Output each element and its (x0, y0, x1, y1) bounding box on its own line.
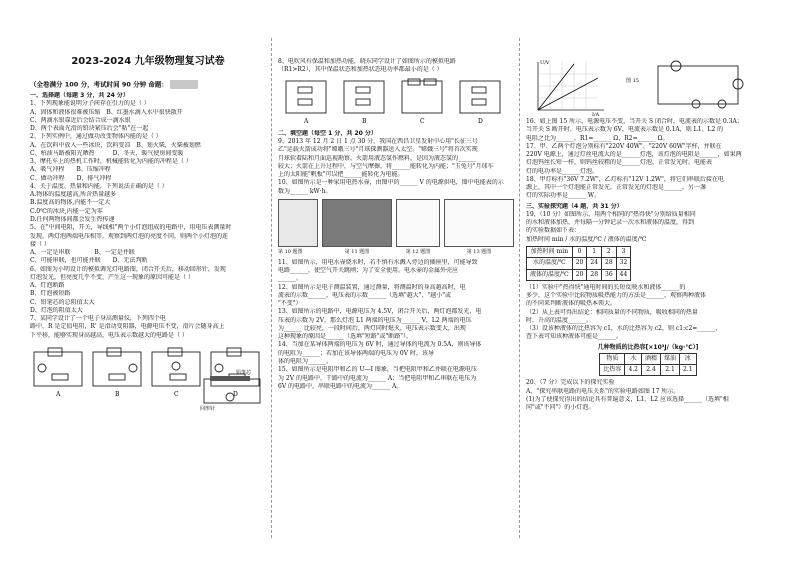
q10-meter-photo (278, 199, 318, 247)
col3-mid-line: 19、（10 分）如图所示，用两个相同的"热得快"分别给质量相同 (526, 210, 696, 218)
col2-bot-line: 11、如图所示，用电水壶烧水时，若不慎有水溅入旁边的插座里，可能导致 (278, 258, 478, 266)
table-cell: 24 (587, 258, 602, 269)
col2-mid-line: 数为______ kW·h。 (278, 187, 332, 195)
column-divider-1 (271, 38, 272, 538)
col2-bot-line: 压表的示数为 2V，那么灯泡 L1 两端的电压为______ V，L2 两端的电压 (278, 316, 472, 324)
col1-line: C、柏油马路被阳光晒热 D、冬天，暖气使房间变暖 (30, 149, 184, 157)
col1-line: 1、下列现象能说明分子间存在引力的是（ ） (30, 100, 150, 108)
col2-bot-line: 体的电阻为______。 (278, 358, 333, 365)
col2-mid-line: 乙"运载火箭成功将"嫦娥三号"月球探测器送入太空。"嫦娥三号"将首次实现 (278, 146, 478, 154)
q8-label-a: A (304, 117, 309, 125)
table-header-cell: 1 (587, 246, 602, 257)
col2-mid-line: 二、填空题（每空 1 分，共 20 分） (278, 129, 377, 137)
col1-line: A、在饮料中放入一些冰块，饮料变凉 B、划火柴，火柴被划燃 (30, 141, 201, 149)
col3-end-line: A、"探究串联电路的电压关系"的实验电路如图 17 所示。 (526, 387, 680, 395)
col2-bot-line: 为______ 比较亮，一段时间后，两灯同时熄灭，电压表示数变大，出现 (278, 324, 466, 332)
table-cell: 比热容 (600, 365, 625, 376)
fig-label-b: B (115, 390, 120, 398)
col1-line: D、灯泡的阻值太大 (30, 306, 83, 314)
column-2-top-text (278, 58, 514, 75)
col1-line: B、灯泡被短路 (30, 290, 71, 298)
col1-line: C、做功冲程 D、排气冲程 (30, 174, 112, 182)
col2-bot-line: 的电阻为______；若加在该导体两端的电压为 0V 时，该导 (278, 349, 434, 357)
col2-mid-line: 上的太阳能"帆板"可以把______能转化为电能。 (278, 171, 404, 179)
graph-y-axis-label: U/V (540, 60, 550, 66)
col1-line: 2、下列实例中，通过做功改变物体内能的是（ ） (30, 133, 162, 141)
fig-label-d: D (233, 390, 238, 398)
table-header-cell: 酒精 (641, 353, 660, 364)
col2-mid-line: 较大；火箭在上升过程中，与空气摩擦，将______能转化为内能；"玉兔号"月球车 (278, 162, 494, 170)
col1-line: 6、如图为小明设计的模拟调光灯电路图，闭合开关后，移动回形针，发现 (30, 265, 226, 273)
table-header-cell: 0 (572, 246, 587, 257)
q15-16-figures (526, 58, 770, 118)
q6-circuit-figure (200, 367, 266, 411)
q8-label-c: C (420, 117, 425, 125)
col1-line: D.任何两物体间都会发生热传递 (30, 215, 115, 223)
col1-line: C.0℃的冰块,内能一定为零 (30, 207, 103, 215)
table-header-cell: 煤油 (661, 353, 680, 364)
col2-bot-line: 这种现象的原因是______（选填"短路"或"断路"）。 (278, 333, 413, 341)
col3-bot-line: 查下表可知该种液体可能是______。 (526, 333, 623, 341)
col3-top-line: 灯的实际功率是______ W。 (526, 192, 601, 200)
table-header-cell: 物质 (600, 353, 625, 364)
col1-line: 5、在"中间电阻，开关，导线相"两个小灯泡组成的电路中，用电压表测量时 (30, 224, 232, 232)
col3-top-line: 源上，其中一个灯泡能正常发光，正常发光的灯泡是______，另一盏 (526, 184, 707, 192)
caption-fig11: 第 11 题图 (344, 248, 370, 255)
table-cell: 2.1 (661, 365, 680, 376)
column-3-bottom-text (526, 284, 770, 342)
q11-kettle-photo (322, 199, 392, 247)
col1-line: 一、选择题（每题 3 分，共 24 分） (30, 92, 129, 99)
exam-subtitle (30, 80, 266, 89)
ui-graph-and-circuit (526, 58, 770, 118)
col1-line: C、可能串联，也可能并联 D、无法判断 (30, 257, 148, 265)
col3-mid-line: 加热时间 min / 水的温度/℃ / 液体的温度/℃ (526, 235, 647, 243)
col2-top-line: 8、电吹风有保温和加热功能，晓东同学设计了如图所示的模拟电路 (278, 58, 456, 65)
q6-label-clip: 回形针 (200, 406, 216, 411)
col3-end-line: (1)为了使探究得出的结论具有普遍意义，L1、L2 应该选择______（选填"相 (526, 395, 729, 403)
column-divider-2 (519, 38, 520, 538)
fig-label-a: A (56, 390, 61, 398)
table-cell: 36 (602, 269, 617, 280)
col3-mid-line: 的实验数据如下表： (526, 227, 581, 235)
q13-circuit-figure (444, 199, 514, 247)
col3-bot-line: （2）从上表可得出结论：相同质量的不同物质，吸收相同的热量 (526, 308, 698, 316)
figure-captions (278, 249, 514, 256)
col3-top-line: 灯的电功率是______灯泡。 (526, 167, 599, 175)
col3-top-line: 220V 电源上，通过灯丝电流大的是______灯泡，该灯泡的电阻是______，如果两 (526, 151, 742, 159)
col1-line: 接（ ） (30, 240, 50, 248)
col1-line: 发现，两灯泡两端电压相等，观察到两灯泡的亮度不同，则两个小灯泡的连 (30, 232, 229, 240)
q6-label-pencil: 铅笔芯 (236, 370, 252, 376)
column-3-end-text (526, 379, 770, 412)
column-3-mid-text (526, 203, 770, 244)
table-cell: 28 (602, 258, 617, 269)
q19-table-header (527, 246, 631, 257)
col2-bot-line: 13、如图所示的电路中，电源电压为 4.5V，闭合开关后，两灯泡都发光，电 (278, 308, 482, 316)
col3-mid-line: 三、实验探究题（4 题，共 31 分） (526, 202, 623, 210)
table-cell: 44 (616, 269, 631, 280)
table-cell: 28 (587, 269, 602, 280)
table-cell: 32 (616, 258, 631, 269)
table-header-cell: 3 (616, 246, 631, 257)
col1-line: C、铅笔芯的总阻值太大 (30, 298, 95, 306)
col1-line: 下平移，能够实现身高越高，电压表示数越大的电路是（ ） (30, 331, 188, 339)
table-cell: 2.4 (641, 365, 660, 376)
col1-line: 灯泡发光，但亮度几乎不变，产生这一现象的原因可能是（ ） (30, 273, 194, 281)
col2-bot-line: 12、如图所示是电子测温装置，通过测量，将测温时的身高越高时，电 (278, 283, 466, 291)
col3-top-line: 16、如上图 15 所示，电源电压不变，当开关 S 闭合时，电流表的示数是 0.3A； (526, 118, 743, 125)
caption-fig12: 第 12 题图 (405, 248, 431, 255)
q12-thermometer-figure (396, 199, 440, 247)
specific-heat-table-title: 几种物质的比热容[×10³J/（kg·℃）] (597, 343, 699, 351)
col2-bot-line: 14、当加在某导体两端的电压为 6V 时，通过导体的电流为 0.5A，则该导体 (278, 341, 482, 349)
col2-bot-line: 15、如图所示是电阻甲和乙的 U—I 图象，当把电阻甲和乙并联在电源电压 (278, 366, 477, 374)
col1-line: C、两滴水银靠近后会结合成一滴水银 (30, 116, 131, 124)
col3-mid-line: 的水和液体加热，并每隔一分钟记录一次水和液体的温度，得到 (526, 219, 695, 227)
col3-bot-line: 多少，这个实验中比较物质吸热能力的方法是______，观察两种液体 (526, 292, 707, 300)
table-cell: 20 (572, 269, 587, 280)
col2-top-line: （R1>R2），其中保温状态和加热状态电功率都最小的是（ ） (278, 66, 443, 74)
col3-end-line: 20、（7 分）完成以下的探究实验 (526, 379, 615, 387)
table-cell: 20 (572, 258, 587, 269)
table-header-cell: 2 (602, 246, 617, 257)
fig-label-c: C (174, 390, 179, 398)
q19-data-table (526, 246, 631, 281)
caption-fig13: 第 13 题图 (466, 248, 492, 255)
table-cell: 2.1 (680, 365, 697, 376)
column-3-top-text (526, 118, 770, 201)
table-header-cell: 加热时间 min (527, 246, 573, 257)
col1-line: 3、摩托车上的热机工作时，机械能转化为内能的冲程是（ ） (30, 158, 192, 166)
column-1 (30, 92, 266, 411)
col1-line: A、固体和液体很难被压缩 B、红墨水滴入水中很快散开 (30, 108, 183, 116)
col1-line: 4、关于温度、热量和内能，下列说法正确的是（ ） (30, 182, 168, 190)
column-1-text (30, 92, 266, 340)
col2-bot-line: ______。 (278, 275, 303, 283)
col3-top-line: 当开关 S 断开时，电压表示数为 6V，电流表示数是 0.1A，则 L1、L2 的 (526, 126, 724, 134)
col2-bot-line: 6V 的电路中，串联电路中的电流为______ A。 (278, 382, 403, 390)
column-2-bottom-text (278, 259, 514, 391)
col2-mid-line: 月球软着陆和月面巡视勘察。火箭用液态氢作燃料，是因为液态氢的______ (278, 154, 477, 162)
col1-line: A.物体的温度越高,所含热量越多 (30, 191, 117, 199)
col3-end-line: 同"或"不同"）的小灯泡。 (526, 404, 595, 412)
col3-bot-line: 的不同来判断液体的吸热本领大。 (526, 300, 617, 308)
col3-top-line: 18、甲灯标有"36V 7.2W"，乙灯标有"12V 1.2W"，将它们串联后接在电 (526, 175, 724, 183)
specific-heat-table-row (600, 365, 696, 376)
col2-mid-line: 9、2013 年 12 月 2 日 1 点 30 分，我国在西昌卫星发射中心用"长征三号 (278, 138, 478, 146)
q8-label-b: B (362, 117, 367, 125)
col1-line: A、灯泡断路 (30, 282, 65, 290)
col1-line: 7、某同学设计了一个电子身高测量仪，下列四个电 (30, 315, 166, 323)
table-cell: 4.2 (625, 365, 642, 376)
table-header-cell: 水 (625, 353, 642, 364)
col2-bot-line: 流表的示数______，电压表的示数______（选填"越大"、"越小"或 (278, 291, 452, 299)
table-cell: 液体的温度/℃ (527, 269, 573, 280)
q8-circuit-diagrams (278, 75, 514, 127)
q8-label-d: D (478, 117, 483, 125)
fig15-label: 图 15 (626, 78, 639, 84)
col3-top-line: 17、甲、乙两个灯泡分别标有"220V 40W"、"220V 60W"字样，并联在 (526, 142, 722, 150)
q19-table-row-liquid (527, 269, 631, 280)
redacted-author (170, 80, 198, 89)
column-3 (526, 58, 770, 413)
col3-top-line: 电阻之比为______，R1=______ Ω，R2=______ Ω。 (526, 134, 669, 142)
col2-bot-line: 为 2V 的电路中，干路中的电流为______ A；当把电阻甲和乙串联在电压为 (278, 374, 477, 382)
col1-line: A、吸气冲程 B、压缩冲程 (30, 166, 111, 174)
col1-line: 路中，R 是定值电阻，R' 是滑动变阻器，电源电压不变，滑片会随身高上 (30, 323, 225, 331)
q19-table-row-water (527, 258, 631, 269)
col3-bot-line: （3）设该种液体的比热容为 c1，水的比热容为 c2，则 c1:c2=______， (526, 325, 722, 333)
exam-subtitle-text: （全卷满分 100 分，考试时间 90 分钟 命题： (30, 80, 168, 89)
table-header-cell: 冰 (680, 353, 697, 364)
specific-heat-table (599, 353, 696, 377)
col2-bot-line: 电路______，使空气开关跳闸；为了安全使用，电水壶的金属外壳应 (278, 267, 459, 275)
col2-mid-line: 10、如图所示是一种家用电热水壶，由图中的______ V 的电源供电，图中电能表的示 (278, 179, 504, 187)
col1-line: A、一定是串联 B、一定是并联 (30, 249, 135, 257)
column-2 (278, 58, 514, 391)
column-2-mid-text (278, 130, 514, 196)
col1-line: D、两个表面光滑的铅块紧压后会"粘"在一起 (30, 125, 149, 133)
col3-bot-line: （1）实验中"热得快"通电时间的长短反映水和液体______的 (526, 283, 686, 291)
col3-bot-line: 时，升高的温度______。 (526, 316, 593, 324)
specific-heat-table-header (600, 353, 696, 364)
graph-x-axis-label: I/A (592, 112, 600, 118)
exam-title: 2023-2024 九年级物理复习试卷 (71, 56, 225, 67)
col2-bot-line: "不变"） (278, 300, 302, 308)
table-cell: 水的温度/℃ (527, 258, 573, 269)
caption-fig10: 第 10 题图 (278, 248, 303, 255)
col3-top-line: 灯泡钨丝长短一样，则钨丝较粗的是______灯泡，正常发光时，电能表 (526, 159, 713, 167)
col1-line: B.温度高的物体,内能不一定大 (30, 199, 111, 207)
